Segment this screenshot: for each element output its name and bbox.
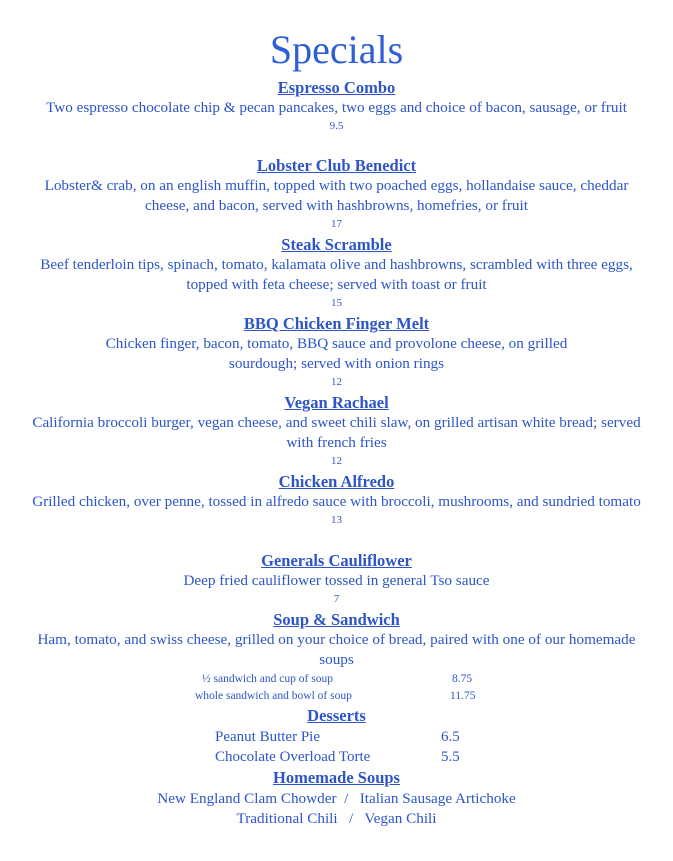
homemade-soups-section (0, 768, 673, 788)
option-price: 11.75 (450, 690, 476, 702)
option-price: 8.75 (452, 673, 473, 685)
item-description: California broccoli burger, vegan cheese, and sweet chili slaw, on grilled artisan white bread; served with french fries (32, 414, 641, 451)
item-name: Generals Cauliflower (261, 551, 412, 570)
item-name: Soup & Sandwich (273, 610, 400, 629)
item-name: Lobster Club Benedict (256, 156, 417, 175)
item-price: 7 (333, 593, 340, 605)
soups-line: Traditional Chili / Vegan Chili (236, 810, 437, 827)
menu-item-generals-cauliflower (0, 551, 673, 607)
item-description: Lobster& crab, on an english muffin, topped with two poached eggs, hollandaise sauce, cheddar cheese, and bacon, served with hashbrowns, homefries, or fruit (44, 177, 629, 214)
option-label: ½ sandwich and cup of soup (202, 673, 333, 685)
dessert-label: Peanut Butter Pie (215, 729, 320, 745)
item-price: 17 (331, 218, 342, 230)
page-title: Specials (269, 27, 404, 72)
item-description: Deep fried cauliflower tossed in general Tso sauce (183, 572, 490, 589)
item-description: Beef tenderloin tips, spinach, tomato, kalamata olive and hashbrowns, scrambled with three eggs, topped with feta cheese; served with toast or fruit (40, 256, 633, 293)
item-price: 9.5 (329, 120, 344, 132)
dessert-price: 5.5 (441, 749, 460, 765)
dessert-price: 6.5 (441, 729, 460, 745)
item-name: BBQ Chicken Finger Melt (243, 314, 430, 333)
section-heading: Homemade Soups (273, 768, 400, 787)
item-name: Espresso Combo (277, 78, 396, 97)
item-description: Chicken finger, bacon, tomato, BBQ sauce and provolone cheese, on grilled sourdough; served with onion rings (105, 335, 568, 372)
menu-item-vegan-rachael (0, 393, 673, 469)
menu-item-soup-sandwich (0, 610, 673, 670)
item-name: Steak Scramble (281, 235, 392, 254)
menu-item-steak-scramble (0, 235, 673, 311)
dessert-label: Chocolate Overload Torte (215, 749, 371, 765)
item-description: Ham, tomato, and swiss cheese, grilled on your choice of bread, paired with one of our homemade soups (37, 631, 636, 668)
soups-line: New England Clam Chowder / Italian Sausage Artichoke (157, 790, 516, 807)
section-heading: Desserts (307, 706, 366, 725)
item-description: Grilled chicken, over penne, tossed in alfredo sauce with broccoli, mushrooms, and sundried tomato (32, 493, 641, 510)
menu-item-espresso-combo (0, 78, 673, 134)
item-name: Vegan Rachael (284, 393, 389, 412)
item-name: Chicken Alfredo (278, 472, 395, 491)
menu-item-bbq-chicken-finger-melt (0, 314, 673, 390)
item-price: 12 (331, 376, 342, 388)
item-price: 15 (331, 297, 342, 309)
desserts-section (0, 706, 673, 726)
menu-item-lobster-club-benedict (0, 156, 673, 232)
item-price: 12 (331, 455, 342, 467)
item-description: Two espresso chocolate chip & pecan pancakes, two eggs and choice of bacon, sausage, or fruit (46, 99, 627, 116)
option-label: whole sandwich and bowl of soup (195, 690, 352, 702)
menu-item-chicken-alfredo (0, 472, 673, 528)
item-price: 13 (331, 514, 342, 526)
